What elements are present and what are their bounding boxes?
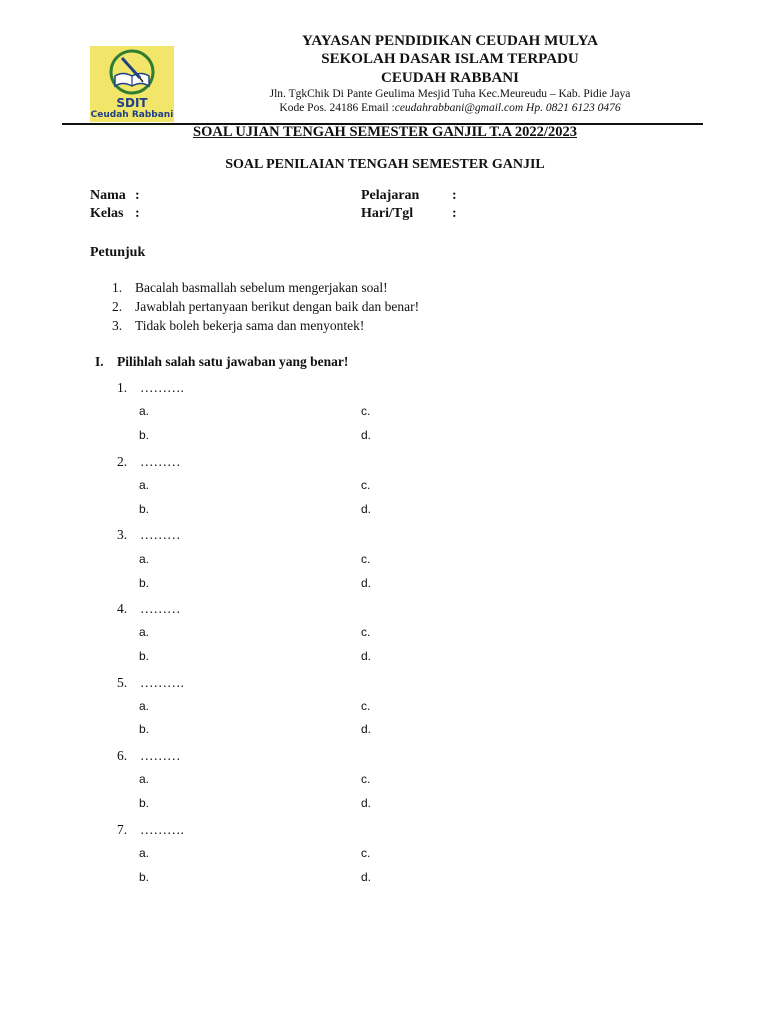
instruction-item: 2. Jawablah pertanyaan berikut dengan baik dan benar! [112, 299, 420, 314]
option-d: d. [361, 649, 372, 663]
option-a: a. [139, 552, 150, 566]
instructions-heading: Petunjuk [90, 245, 146, 260]
option-d: d. [361, 428, 372, 442]
option-a: a. [139, 404, 150, 418]
option-c: c. [361, 772, 371, 786]
option-b: b. [139, 722, 150, 736]
option-b: b. [139, 649, 150, 663]
field-pelajaran-label: Pelajaran [361, 188, 420, 203]
section-heading: I. Pilihlah salah satu jawaban yang benar! [95, 354, 349, 369]
option-b: b. [139, 502, 150, 516]
logo-text-sdit: SDIT [116, 96, 148, 110]
option-b: b. [139, 870, 150, 884]
instruction-item: 1. Bacalah basmallah sebelum mengerjakan soal! [112, 280, 388, 295]
option-d: d. [361, 576, 372, 590]
logo-text-name: Ceudah Rabbani [90, 110, 174, 120]
option-b: b. [139, 428, 150, 442]
option-c: c. [361, 478, 371, 492]
option-c: c. [361, 625, 371, 639]
option-d: d. [361, 722, 372, 736]
option-b: b. [139, 796, 150, 810]
question-stem: 2. ……… [117, 454, 181, 469]
exam-subtitle: SOAL PENILAIAN TENGAH SEMESTER GANJIL [225, 157, 545, 172]
question-stem: 6. ……… [117, 748, 181, 763]
field-nama-label: Nama [90, 188, 126, 203]
field-pelajaran-colon: : [452, 188, 457, 203]
option-a: a. [139, 772, 150, 786]
field-kelas-colon: : [135, 206, 140, 221]
field-kelas-label: Kelas [90, 206, 124, 221]
foundation-name: YAYASAN PENDIDIKAN CEUDAH MULYA [301, 33, 599, 49]
option-d: d. [361, 870, 372, 884]
question-stem: 1. ………. [117, 380, 184, 395]
book-pen-emblem-icon [90, 46, 174, 98]
school-contact [190, 102, 710, 114]
field-hari-tgl-label: Hari/Tgl [361, 206, 414, 221]
option-c: c. [361, 699, 371, 713]
option-c: c. [361, 846, 371, 860]
question-stem: 3. ……… [117, 527, 181, 542]
school-logo [90, 46, 174, 122]
option-d: d. [361, 502, 372, 516]
exam-title: SOAL UJIAN TENGAH SEMESTER GANJIL T.A 2022/2023 [193, 124, 577, 140]
option-d: d. [361, 796, 372, 810]
field-hari-tgl-colon: : [452, 206, 457, 221]
field-nama-colon: : [135, 188, 140, 203]
option-a: a. [139, 846, 150, 860]
school-name: CEUDAH RABBANI [381, 70, 519, 86]
question-stem: 5. ………. [117, 675, 184, 690]
option-a: a. [139, 625, 150, 639]
contact-email-phone: ceudahrabbani@gmail.com Hp. 0821 6123 0476 [394, 102, 621, 114]
school-type: SEKOLAH DASAR ISLAM TERPADU [321, 51, 579, 67]
contact-postcode: Kode Pos. 24186 Email : [279, 102, 395, 114]
option-a: a. [139, 478, 150, 492]
option-c: c. [361, 404, 371, 418]
school-address: Jln. TgkChik Di Pante Geulima Mesjid Tuha Kec.Meureudu – Kab. Pidie Jaya [269, 88, 631, 100]
instruction-item: 3. Tidak boleh bekerja sama dan menyontek! [112, 318, 365, 333]
option-b: b. [139, 576, 150, 590]
question-stem: 4. ……… [117, 601, 181, 616]
option-c: c. [361, 552, 371, 566]
question-stem: 7. ………. [117, 822, 184, 837]
option-a: a. [139, 699, 150, 713]
